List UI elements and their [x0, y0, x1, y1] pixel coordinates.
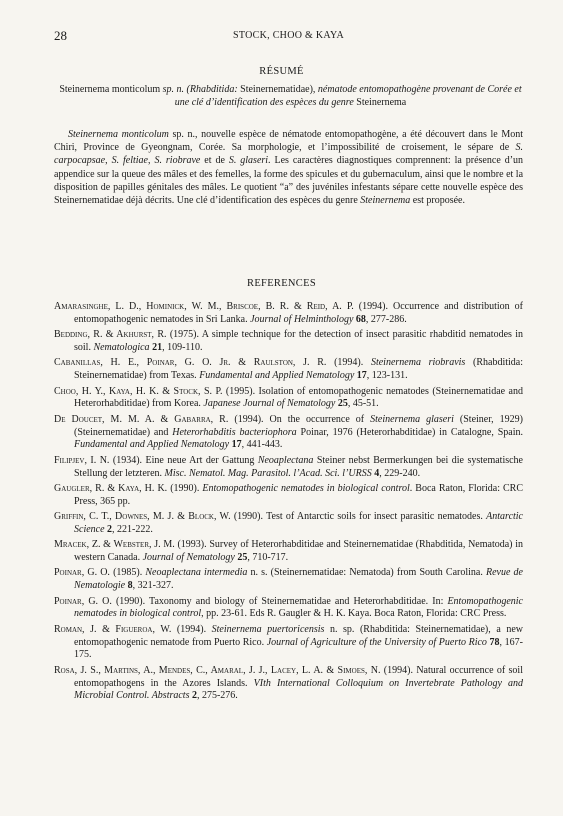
reference-rest: (1993). Survey of Heterorhabditidae and Steinernematidae (Rhabditida, Nematoda) in western Canada. — [74, 539, 523, 564]
reference-entry — [54, 567, 523, 593]
reference-entry — [54, 539, 523, 565]
reference-journal: Misc. Nematol. Mag. Parasitol. l’Acad. Sci. l’URSS — [164, 467, 372, 479]
reference-vol: 25 — [234, 552, 248, 564]
reference-rest: (1985). — [109, 567, 146, 579]
resume-paragraph: Steinernema monticolum sp. n., nouvelle espèce de nématode entomopathogène, a été découvert dans le Mont Chiri, Province de Gyeongnam, Corée. Sa morphologie, et l’impossibilité de croisement, le sépare de S. carpocapsae, S. feltiae, S. riobrave et de S. glaseri. Les caractères diagnostiques comprennent: la présence d’un appendice sur la queue des mâles et des femelles, la forme des spicules et du gubernaculum, ainsi que le nombre et la disposition de papilles génitales des mâles. Le quotient “a” des juvéniles infestants sépare cette nouvelle espèce des Steinernematidae déjà décrits. Une clé d’identification des espèces du genre Steinernema est proposée. — [54, 129, 524, 207]
page-number: 28 — [54, 28, 67, 43]
reference-entry — [54, 483, 523, 509]
reference-authors: Filipjev, I. N. — [54, 454, 110, 466]
reference-pages: , 109-110. — [162, 341, 203, 353]
reference-pages: , pp. 23-61. Eds R. Gaugler & H. K. Kaya. Boca Raton, Florida: CRC Press. — [201, 608, 507, 620]
reference-rest: (1994). — [171, 623, 212, 635]
reference-pages: , 167-175. — [74, 636, 523, 661]
reference-entry — [54, 357, 523, 383]
reference-pages: , 321-327. — [132, 580, 174, 592]
reference-vol: 25 — [335, 398, 348, 410]
reference-journal: Steinernema riobravis — [370, 357, 466, 369]
reference-vol: 17 — [229, 439, 242, 451]
reference-rest: (1990). Taxonomy and biology of Steinernematidae and Heterorhabditidae. In: — [111, 595, 448, 607]
reference-pages: , 45-51. — [347, 398, 379, 410]
reference-vol: 2 — [189, 690, 197, 702]
reference-journal: Nematologica — [93, 341, 150, 353]
reference-journal: Antarctic Science — [74, 511, 523, 535]
reference-journal: Fundamental and Applied Nematology — [199, 370, 355, 382]
reference-authors: Gaugler, R. & Kaya, H. K. — [54, 482, 168, 494]
resume-heading: RÉSUMÉ — [259, 66, 304, 77]
reference-vol: 78 — [486, 636, 500, 648]
reference-journal: Neoaplectana intermedia — [145, 567, 248, 579]
reference-entry — [54, 386, 523, 412]
reference-authors: Mracek, Z. & Webster, J. M. — [54, 539, 175, 551]
reference-rest: (1934). Eine neue Art der Gattung — [109, 454, 258, 466]
reference-journal: Journal of Helminthology — [250, 313, 354, 325]
reference-entry — [54, 511, 523, 537]
reference-pages: , 710-717. — [247, 552, 289, 564]
reference-entry — [54, 596, 523, 622]
reference-journal: Steinernema glaseri — [370, 413, 454, 425]
reference-pages: , 221-222. — [112, 523, 153, 535]
reference-pages: , 441-443. — [241, 439, 283, 451]
reference-pages: , 123-131. — [366, 370, 408, 382]
reference-pages: Poinar, 1976 (Heterorhabditidae) in Catalogne, Spain. — [296, 426, 524, 438]
reference-journal: Fundamental and Applied Nematology — [74, 439, 230, 451]
reference-journal: Heterorhabditis bacteriophora — [172, 426, 297, 438]
references-heading: REFERENCES — [247, 278, 316, 289]
reference-rest: (1994). On the occurrence of — [228, 413, 371, 425]
running-title: STOCK, CHOO & KAYA — [233, 30, 344, 41]
reference-vol: 21 — [149, 341, 163, 353]
reference-pages: (Rhabditida: Steinernematidae) from Texas. — [74, 357, 523, 382]
reference-journal: VIth International Colloquium on Invertebrate Pathology and Microbial Control. Abstracts — [74, 677, 523, 702]
reference-journal: Japanese Journal of Nematology — [203, 398, 336, 410]
reference-pages: n. s. (Steinernematidae: Nematoda) from South Carolina. — [247, 567, 486, 579]
reference-vol: 2 — [104, 523, 113, 535]
reference-authors: Bedding, R. & Akhurst, R. — [54, 329, 167, 341]
reference-pages: , 275-276. — [196, 690, 238, 702]
reference-rest: (1975). A simple technique for the detection of insect parasitic rhabditid nematodes in soil. — [74, 329, 523, 353]
reference-pages: Steiner nebst Bermerkungen bei die systematische Stellung der letzteren. — [74, 454, 523, 479]
resume-title-block: Steinernema monticolum sp. n. (Rhabditida: Steinernematidae), nématode entomopathogène provenant de Corée et une clé d’identification des espèces du genre Steinernema — [59, 84, 522, 108]
reference-pages: , 229-240. — [379, 467, 421, 479]
reference-entry — [54, 665, 523, 703]
reference-list — [54, 301, 523, 706]
reference-entry — [54, 455, 523, 481]
reference-authors: Poinar, G. O. — [54, 595, 112, 607]
reference-journal: Entomopathogenic nematodes in biological control — [202, 482, 410, 494]
reference-authors: Poinar, G. O. — [54, 567, 110, 579]
page-header — [54, 28, 523, 44]
reference-rest: (1990). Test of Antarctic soils for insect parasitic nematodes. — [230, 511, 487, 523]
reference-rest: (1990). — [167, 482, 203, 494]
reference-authors: Cabanillas, H. E., Poinar, G. O. Jr. & Raulston, J. R. — [54, 357, 327, 369]
reference-authors: Choo, H. Y., Kaya, H. K. & Stock, S. P. — [54, 385, 223, 397]
reference-entry — [54, 624, 523, 662]
reference-authors: Rosa, J. S., Martins, A., Mendes, C., Amaral, J. J., Lacey, L. A. & Simoes, N. — [54, 664, 381, 676]
reference-entry — [54, 329, 523, 355]
reference-journal: Steinernema puertoricensis — [211, 623, 325, 635]
reference-rest: (1994). — [326, 357, 371, 369]
reference-vol: 8 — [125, 580, 133, 592]
reference-authors: De Doucet, M. M. A. & Gabarra, R. — [54, 413, 229, 425]
reference-journal: Neoaplectana — [257, 454, 314, 466]
reference-rest: (1994). Occurrence and distribution of entomopathogenic nematodes in Sri Lanka. — [74, 301, 523, 325]
reference-rest: (1995). Isolation of entomopathogenic nematodes (Steinernematidae and Heterorhabditidae) from Korea. — [74, 385, 523, 410]
reference-vol: 17 — [354, 370, 367, 382]
reference-pages: , 277-286. — [365, 313, 407, 325]
reference-authors: Griffin, C. T., Downes, M. J. & Block, W. — [54, 511, 231, 523]
reference-vol: 4 — [371, 467, 380, 479]
reference-pages: . Boca Raton, Florida: CRC Press, 365 pp. — [74, 482, 524, 507]
reference-rest: (1994). Natural occurrence of soil entomopathogens in the Azores Islands. — [74, 664, 523, 689]
reference-vol: 68 — [353, 313, 366, 325]
reference-entry — [54, 414, 523, 452]
reference-entry — [54, 301, 523, 327]
reference-journal: Entomopathogenic nematodes in biological control — [74, 595, 523, 620]
reference-authors: Amarasinghe, L. D., Hominick, W. M., Briscoe, B. R. & Reid, A. P. — [54, 301, 354, 312]
reference-journal: Journal of Nematology — [142, 552, 235, 564]
reference-pages: (Steiner, 1929) (Steinernematidae) and — [74, 413, 523, 438]
reference-journal: Journal of Agriculture of the University of Puerto Rico — [266, 636, 487, 648]
reference-pages: n. sp. (Rhabditida: Steinernematidae), a new entomopathogenic nematode from Puerto Rico. — [74, 623, 523, 648]
reference-authors: Roman, J. & Figueroa, W. — [54, 623, 172, 635]
reference-journal: Revue de Nematologie — [74, 567, 523, 592]
